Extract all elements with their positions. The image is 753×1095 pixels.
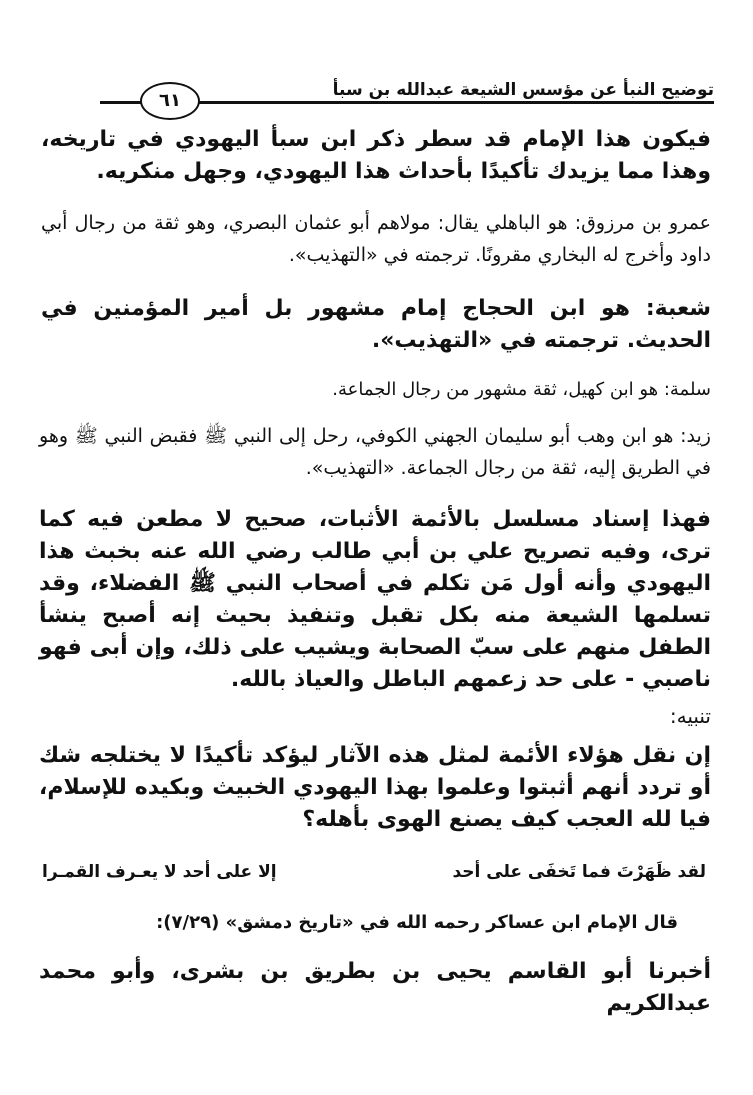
page-number: ٦١ — [140, 82, 200, 120]
chain-assessment-paragraph: فهذا إسناد مسلسل بالأئمة الأثبات، صحيح لا مطعن فيه كما ترى، وفيه تصريح علي بن أبي طالب رضي الله عنه بخبث هذا اليهودي وأنه أول مَن تكلم في أصحاب النبي ﷺ الفضلاء، وقد تسلمها الشيعة منه بكل تقبل وتنفيذ بحيث إنه أصبح ينشأ الطفل منهم على سبّ الصحابة ويشيب على ذلك، وإن أبى فهو ناصبي - على حد زعمهم الباطل والعياذ بالله. — [39, 507, 711, 692]
isnad-start-line: أخبرنا أبو القاسم يحيى بن بطريق بن بشرى، وأبو محمد عبدالكريم — [39, 959, 711, 1016]
page-header — [100, 78, 714, 118]
narrator-zaid-note: زيد: هو ابن وهب أبو سليمان الجهني الكوفي، رحل إلى النبي ﷺ فقبض النبي ﷺ وهو في الطريق إليه، ثقة من رجال الجماعة. «التهذيب». — [39, 425, 711, 479]
poetry-verse — [42, 862, 706, 898]
verse-first-hemistich: لقد ظَهَرْتَ فما تَخفَى على أحد — [452, 862, 706, 882]
ibn-asakir-citation: قال الإمام ابن عساكر رحمه الله في «تاريخ دمشق» (٧/٢٩): — [156, 912, 678, 933]
intro-paragraph: فيكون هذا الإمام قد سطر ذكر ابن سبأ اليهودي في تاريخه، وهذا مما يزيدك تأكيدًا بأحداث هذا اليهودي، وجهل منكريه. — [41, 127, 711, 184]
running-title: توضيح النبأ عن مؤسس الشيعة عبدالله بن سبأ — [325, 80, 714, 100]
verse-second-hemistich: إلا على أحد لا يعـرف القمـرا — [42, 862, 277, 882]
tanbih-paragraph: إن نقل هؤلاء الأئمة لمثل هذه الآثار ليؤكد تأكيدًا لا يختلجه شك أو تردد أنهم أثبتوا وعلموا بهذا اليهودي الخبيث وبكيده للإسلام، فيا لله العجب كيف يصنع الهوى بأهله؟ — [39, 743, 711, 832]
tanbih-heading: تنبيه: — [669, 704, 711, 728]
narrator-salama-note: سلمة: هو ابن كهيل، ثقة مشهور من رجال الجماعة. — [332, 379, 711, 400]
narrator-shuba-note: شعبة: هو ابن الحجاج إمام مشهور بل أمير المؤمنين في الحديث. ترجمته في «التهذيب». — [41, 296, 711, 353]
narrator-amr-note: عمرو بن مرزوق: هو الباهلي يقال: مولاهم أبو عثمان البصري، وهو ثقة من رجال أبي داود وأخرج له البخاري مقرونًا. ترجمته في «التهذيب». — [41, 212, 711, 266]
